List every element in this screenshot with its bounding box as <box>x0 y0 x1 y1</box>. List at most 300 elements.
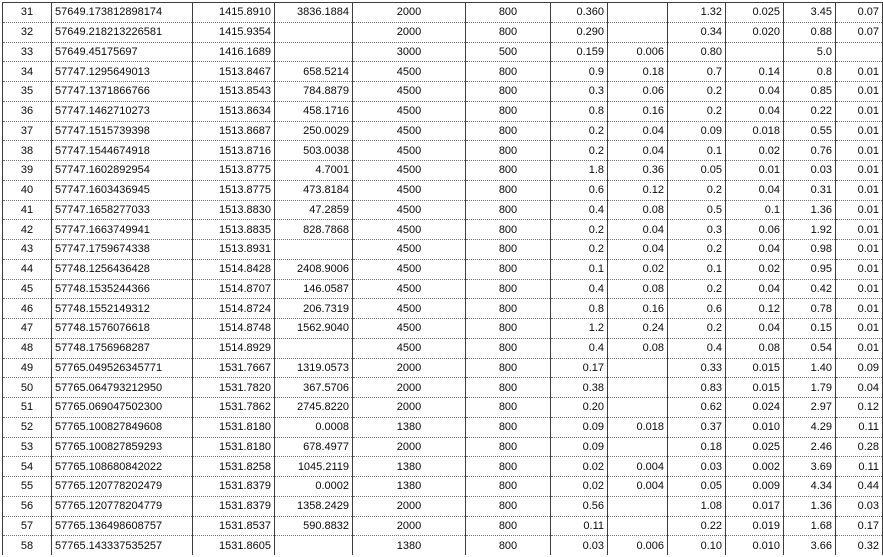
cell-metric-4: 0.024 <box>726 398 784 418</box>
cell-metric-5: 0.95 <box>784 259 836 279</box>
table-row <box>3 417 883 437</box>
cell-metric-1: 0.2 <box>551 220 608 240</box>
cell-metric-2 <box>608 496 668 516</box>
cell-metric-2 <box>608 516 668 536</box>
cell-metric-1: 0.9 <box>551 62 608 82</box>
cell-delay-value: 2408.9006 <box>275 259 353 279</box>
cell-metric-2: 0.04 <box>608 141 668 161</box>
cell-metric-4: 0.019 <box>726 516 784 536</box>
cell-time-value: 1531.7667 <box>193 358 275 378</box>
cell-time-value: 1416.1689 <box>193 42 275 62</box>
table-row <box>3 536 883 555</box>
cell-time-value: 1513.8775 <box>193 180 275 200</box>
cell-row-number: 45 <box>3 279 52 299</box>
cell-freq-value: 4500 <box>353 240 466 260</box>
cell-time-value: 1531.8379 <box>193 477 275 497</box>
cell-mjd-value: 57747.1759674338 <box>52 240 193 260</box>
cell-freq-value: 4500 <box>353 180 466 200</box>
cell-metric-3: 0.4 <box>668 338 726 358</box>
cell-row-number: 43 <box>3 240 52 260</box>
cell-metric-6: 0.01 <box>836 240 883 260</box>
cell-metric-5: 0.98 <box>784 240 836 260</box>
cell-metric-4: 0.009 <box>726 477 784 497</box>
cell-metric-5: 1.92 <box>784 220 836 240</box>
cell-metric-3: 0.1 <box>668 259 726 279</box>
cell-row-number: 34 <box>3 62 52 82</box>
cell-metric-1: 0.290 <box>551 22 608 42</box>
table-row <box>3 378 883 398</box>
cell-metric-5: 0.54 <box>784 338 836 358</box>
cell-row-number: 37 <box>3 121 52 141</box>
cell-metric-6: 0.17 <box>836 516 883 536</box>
table-row <box>3 3 883 23</box>
cell-time-value: 1514.8707 <box>193 279 275 299</box>
cell-metric-3: 0.3 <box>668 220 726 240</box>
cell-bandwidth-value: 800 <box>466 338 551 358</box>
cell-metric-3: 0.2 <box>668 101 726 121</box>
cell-bandwidth-value: 800 <box>466 101 551 121</box>
cell-metric-3: 0.2 <box>668 279 726 299</box>
cell-metric-6: 0.01 <box>836 319 883 339</box>
cell-metric-1: 0.03 <box>551 536 608 555</box>
cell-freq-value: 2000 <box>353 398 466 418</box>
cell-metric-3: 0.18 <box>668 437 726 457</box>
cell-metric-2: 0.18 <box>608 62 668 82</box>
cell-time-value: 1531.7820 <box>193 378 275 398</box>
table-row <box>3 457 883 477</box>
cell-bandwidth-value: 800 <box>466 240 551 260</box>
cell-metric-4: 0.01 <box>726 161 784 181</box>
cell-row-number: 35 <box>3 82 52 102</box>
cell-metric-1: 0.02 <box>551 477 608 497</box>
table-row <box>3 220 883 240</box>
table-row <box>3 101 883 121</box>
cell-metric-5: 2.46 <box>784 437 836 457</box>
cell-row-number: 56 <box>3 496 52 516</box>
cell-metric-1: 0.3 <box>551 82 608 102</box>
cell-metric-1: 1.2 <box>551 319 608 339</box>
table-row <box>3 240 883 260</box>
table-row <box>3 200 883 220</box>
cell-mjd-value: 57649.45175697 <box>52 42 193 62</box>
cell-metric-6: 0.01 <box>836 101 883 121</box>
cell-row-number: 55 <box>3 477 52 497</box>
cell-freq-value: 1380 <box>353 417 466 437</box>
cell-metric-4: 0.015 <box>726 378 784 398</box>
cell-bandwidth-value: 800 <box>466 200 551 220</box>
cell-metric-1: 0.4 <box>551 200 608 220</box>
cell-metric-5: 0.88 <box>784 22 836 42</box>
cell-metric-4: 0.02 <box>726 259 784 279</box>
cell-metric-5: 0.22 <box>784 101 836 121</box>
cell-row-number: 54 <box>3 457 52 477</box>
cell-time-value: 1513.8830 <box>193 200 275 220</box>
cell-metric-2 <box>608 437 668 457</box>
cell-mjd-value: 57765.108680842022 <box>52 457 193 477</box>
cell-freq-value: 4500 <box>353 200 466 220</box>
cell-delay-value: 3836.1884 <box>275 3 353 23</box>
cell-mjd-value: 57765.049526345771 <box>52 358 193 378</box>
cell-metric-3: 0.2 <box>668 319 726 339</box>
cell-metric-6 <box>836 42 883 62</box>
cell-freq-value: 2000 <box>353 22 466 42</box>
cell-metric-5: 4.34 <box>784 477 836 497</box>
cell-freq-value: 1380 <box>353 536 466 555</box>
cell-metric-2: 0.08 <box>608 338 668 358</box>
cell-metric-2: 0.16 <box>608 299 668 319</box>
cell-bandwidth-value: 800 <box>466 417 551 437</box>
cell-metric-3: 0.83 <box>668 378 726 398</box>
cell-metric-6: 0.44 <box>836 477 883 497</box>
cell-time-value: 1513.8775 <box>193 161 275 181</box>
cell-delay-value: 2745.8220 <box>275 398 353 418</box>
cell-row-number: 58 <box>3 536 52 555</box>
cell-metric-2: 0.06 <box>608 82 668 102</box>
cell-time-value: 1514.8724 <box>193 299 275 319</box>
cell-metric-3: 0.05 <box>668 477 726 497</box>
cell-time-value: 1513.8634 <box>193 101 275 121</box>
cell-delay-value: 250.0029 <box>275 121 353 141</box>
cell-metric-5: 0.78 <box>784 299 836 319</box>
cell-metric-3: 0.03 <box>668 457 726 477</box>
cell-metric-3: 0.2 <box>668 82 726 102</box>
cell-time-value: 1531.8537 <box>193 516 275 536</box>
cell-time-value: 1531.8379 <box>193 496 275 516</box>
cell-metric-5: 0.85 <box>784 82 836 102</box>
cell-metric-1: 0.11 <box>551 516 608 536</box>
table-row <box>3 338 883 358</box>
cell-freq-value: 4500 <box>353 299 466 319</box>
cell-metric-1: 0.8 <box>551 101 608 121</box>
cell-metric-4: 0.025 <box>726 3 784 23</box>
cell-freq-value: 2000 <box>353 3 466 23</box>
cell-metric-6: 0.12 <box>836 398 883 418</box>
cell-freq-value: 2000 <box>353 516 466 536</box>
cell-row-number: 39 <box>3 161 52 181</box>
cell-metric-4 <box>726 42 784 62</box>
cell-bandwidth-value: 800 <box>466 259 551 279</box>
cell-bandwidth-value: 800 <box>466 299 551 319</box>
cell-metric-3: 0.62 <box>668 398 726 418</box>
cell-freq-value: 4500 <box>353 141 466 161</box>
cell-metric-3: 0.2 <box>668 180 726 200</box>
cell-metric-3: 0.5 <box>668 200 726 220</box>
cell-metric-1: 0.56 <box>551 496 608 516</box>
cell-metric-6: 0.01 <box>836 338 883 358</box>
cell-mjd-value: 57747.1663749941 <box>52 220 193 240</box>
cell-time-value: 1514.8428 <box>193 259 275 279</box>
cell-bandwidth-value: 800 <box>466 220 551 240</box>
cell-time-value: 1415.8910 <box>193 3 275 23</box>
cell-metric-3: 1.08 <box>668 496 726 516</box>
cell-metric-5: 0.42 <box>784 279 836 299</box>
cell-mjd-value: 57765.100827859293 <box>52 437 193 457</box>
table-row <box>3 496 883 516</box>
cell-metric-6: 0.01 <box>836 259 883 279</box>
cell-time-value: 1513.8931 <box>193 240 275 260</box>
cell-metric-5: 1.79 <box>784 378 836 398</box>
cell-metric-2 <box>608 398 668 418</box>
table-row <box>3 82 883 102</box>
cell-bandwidth-value: 800 <box>466 279 551 299</box>
table-row <box>3 42 883 62</box>
table-row <box>3 161 883 181</box>
cell-metric-5: 5.0 <box>784 42 836 62</box>
cell-delay-value: 1319.0573 <box>275 358 353 378</box>
cell-delay-value: 1562.9040 <box>275 319 353 339</box>
table-row <box>3 141 883 161</box>
cell-metric-6: 0.11 <box>836 417 883 437</box>
cell-metric-1: 0.6 <box>551 180 608 200</box>
cell-delay-value: 590.8832 <box>275 516 353 536</box>
cell-metric-1: 0.17 <box>551 358 608 378</box>
cell-metric-1: 0.09 <box>551 437 608 457</box>
cell-metric-5: 0.76 <box>784 141 836 161</box>
cell-metric-6: 0.01 <box>836 220 883 240</box>
cell-metric-6: 0.09 <box>836 358 883 378</box>
cell-bandwidth-value: 800 <box>466 3 551 23</box>
cell-freq-value: 4500 <box>353 161 466 181</box>
cell-metric-2: 0.24 <box>608 319 668 339</box>
cell-metric-2: 0.04 <box>608 121 668 141</box>
cell-metric-4: 0.015 <box>726 358 784 378</box>
cell-delay-value: 784.8879 <box>275 82 353 102</box>
cell-time-value: 1514.8748 <box>193 319 275 339</box>
cell-row-number: 50 <box>3 378 52 398</box>
cell-delay-value <box>275 240 353 260</box>
cell-metric-4: 0.04 <box>726 279 784 299</box>
cell-row-number: 44 <box>3 259 52 279</box>
cell-bandwidth-value: 800 <box>466 398 551 418</box>
cell-metric-2 <box>608 358 668 378</box>
cell-metric-1: 0.2 <box>551 121 608 141</box>
cell-row-number: 51 <box>3 398 52 418</box>
table-row <box>3 22 883 42</box>
cell-row-number: 46 <box>3 299 52 319</box>
cell-metric-4: 0.14 <box>726 62 784 82</box>
cell-mjd-value: 57765.143337535257 <box>52 536 193 555</box>
table-row <box>3 398 883 418</box>
cell-row-number: 47 <box>3 319 52 339</box>
cell-metric-3: 1.32 <box>668 3 726 23</box>
cell-freq-value: 4500 <box>353 279 466 299</box>
cell-freq-value: 1380 <box>353 457 466 477</box>
cell-bandwidth-value: 800 <box>466 358 551 378</box>
cell-metric-1: 0.8 <box>551 299 608 319</box>
cell-metric-4: 0.010 <box>726 417 784 437</box>
cell-metric-4: 0.017 <box>726 496 784 516</box>
cell-metric-2: 0.08 <box>608 279 668 299</box>
cell-metric-1: 0.09 <box>551 417 608 437</box>
cell-time-value: 1513.8716 <box>193 141 275 161</box>
cell-metric-2 <box>608 3 668 23</box>
cell-row-number: 57 <box>3 516 52 536</box>
cell-bandwidth-value: 800 <box>466 477 551 497</box>
cell-delay-value: 206.7319 <box>275 299 353 319</box>
cell-mjd-value: 57748.1756968287 <box>52 338 193 358</box>
cell-metric-2: 0.006 <box>608 42 668 62</box>
cell-metric-1: 0.159 <box>551 42 608 62</box>
cell-row-number: 40 <box>3 180 52 200</box>
cell-metric-5: 4.29 <box>784 417 836 437</box>
cell-metric-2 <box>608 22 668 42</box>
cell-metric-3: 0.80 <box>668 42 726 62</box>
cell-time-value: 1531.8605 <box>193 536 275 555</box>
cell-metric-5: 0.55 <box>784 121 836 141</box>
cell-metric-3: 0.2 <box>668 240 726 260</box>
cell-metric-6: 0.01 <box>836 200 883 220</box>
cell-bandwidth-value: 800 <box>466 319 551 339</box>
cell-time-value: 1531.8258 <box>193 457 275 477</box>
cell-bandwidth-value: 800 <box>466 516 551 536</box>
cell-bandwidth-value: 800 <box>466 141 551 161</box>
cell-metric-6: 0.01 <box>836 161 883 181</box>
cell-freq-value: 4500 <box>353 101 466 121</box>
table-row <box>3 180 883 200</box>
cell-metric-1: 0.4 <box>551 279 608 299</box>
cell-metric-4: 0.04 <box>726 319 784 339</box>
cell-metric-6: 0.01 <box>836 141 883 161</box>
table-row <box>3 516 883 536</box>
cell-time-value: 1514.8929 <box>193 338 275 358</box>
cell-mjd-value: 57765.120778202479 <box>52 477 193 497</box>
cell-metric-2 <box>608 378 668 398</box>
cell-metric-4: 0.002 <box>726 457 784 477</box>
cell-mjd-value: 57747.1371866766 <box>52 82 193 102</box>
cell-time-value: 1531.8180 <box>193 417 275 437</box>
cell-row-number: 38 <box>3 141 52 161</box>
cell-bandwidth-value: 800 <box>466 161 551 181</box>
cell-metric-5: 1.36 <box>784 496 836 516</box>
cell-metric-6: 0.03 <box>836 496 883 516</box>
cell-mjd-value: 57747.1658277033 <box>52 200 193 220</box>
cell-metric-2: 0.12 <box>608 180 668 200</box>
cell-freq-value: 2000 <box>353 496 466 516</box>
cell-mjd-value: 57748.1576076618 <box>52 319 193 339</box>
cell-freq-value: 2000 <box>353 358 466 378</box>
cell-row-number: 31 <box>3 3 52 23</box>
cell-metric-6: 0.01 <box>836 299 883 319</box>
cell-time-value: 1513.8687 <box>193 121 275 141</box>
cell-metric-1: 0.38 <box>551 378 608 398</box>
cell-time-value: 1513.8467 <box>193 62 275 82</box>
cell-delay-value <box>275 42 353 62</box>
cell-metric-5: 2.97 <box>784 398 836 418</box>
cell-delay-value: 473.8184 <box>275 180 353 200</box>
cell-freq-value: 4500 <box>353 220 466 240</box>
cell-metric-2: 0.04 <box>608 240 668 260</box>
cell-metric-1: 0.2 <box>551 141 608 161</box>
cell-delay-value: 828.7868 <box>275 220 353 240</box>
cell-metric-4: 0.04 <box>726 101 784 121</box>
cell-bandwidth-value: 800 <box>466 180 551 200</box>
cell-metric-1: 1.8 <box>551 161 608 181</box>
cell-mjd-value: 57748.1552149312 <box>52 299 193 319</box>
cell-delay-value: 4.7001 <box>275 161 353 181</box>
cell-metric-4: 0.020 <box>726 22 784 42</box>
cell-metric-4: 0.12 <box>726 299 784 319</box>
cell-metric-5: 1.40 <box>784 358 836 378</box>
cell-row-number: 33 <box>3 42 52 62</box>
cell-time-value: 1531.8180 <box>193 437 275 457</box>
cell-metric-4: 0.010 <box>726 536 784 555</box>
cell-mjd-value: 57765.069047502300 <box>52 398 193 418</box>
cell-freq-value: 2000 <box>353 378 466 398</box>
cell-metric-6: 0.01 <box>836 82 883 102</box>
cell-metric-4: 0.06 <box>726 220 784 240</box>
cell-row-number: 41 <box>3 200 52 220</box>
cell-metric-4: 0.04 <box>726 82 784 102</box>
cell-metric-3: 0.1 <box>668 141 726 161</box>
cell-metric-4: 0.04 <box>726 180 784 200</box>
cell-metric-5: 1.68 <box>784 516 836 536</box>
cell-bandwidth-value: 800 <box>466 22 551 42</box>
cell-delay-value <box>275 338 353 358</box>
table-row <box>3 299 883 319</box>
cell-row-number: 48 <box>3 338 52 358</box>
cell-metric-6: 0.04 <box>836 378 883 398</box>
cell-metric-6: 0.32 <box>836 536 883 555</box>
cell-row-number: 49 <box>3 358 52 378</box>
cell-metric-6: 0.01 <box>836 279 883 299</box>
cell-bandwidth-value: 800 <box>466 457 551 477</box>
cell-metric-3: 0.10 <box>668 536 726 555</box>
table-row <box>3 121 883 141</box>
cell-delay-value: 47.2859 <box>275 200 353 220</box>
cell-metric-2: 0.006 <box>608 536 668 555</box>
cell-freq-value: 4500 <box>353 121 466 141</box>
cell-metric-3: 0.7 <box>668 62 726 82</box>
cell-metric-1: 0.2 <box>551 240 608 260</box>
cell-bandwidth-value: 800 <box>466 121 551 141</box>
cell-row-number: 52 <box>3 417 52 437</box>
table-row <box>3 358 883 378</box>
cell-row-number: 36 <box>3 101 52 121</box>
cell-metric-4: 0.025 <box>726 437 784 457</box>
cell-metric-2: 0.36 <box>608 161 668 181</box>
cell-metric-1: 0.20 <box>551 398 608 418</box>
cell-mjd-value: 57649.173812898174 <box>52 3 193 23</box>
cell-delay-value: 1358.2429 <box>275 496 353 516</box>
cell-mjd-value: 57765.136498608757 <box>52 516 193 536</box>
cell-metric-4: 0.04 <box>726 240 784 260</box>
cell-metric-5: 3.66 <box>784 536 836 555</box>
cell-metric-5: 1.36 <box>784 200 836 220</box>
cell-freq-value: 4500 <box>353 82 466 102</box>
cell-delay-value: 367.5706 <box>275 378 353 398</box>
cell-freq-value: 4500 <box>353 319 466 339</box>
cell-metric-1: 0.02 <box>551 457 608 477</box>
cell-mjd-value: 57765.100827849608 <box>52 417 193 437</box>
cell-mjd-value: 57747.1462710273 <box>52 101 193 121</box>
cell-bandwidth-value: 800 <box>466 437 551 457</box>
cell-mjd-value: 57748.1256436428 <box>52 259 193 279</box>
cell-bandwidth-value: 500 <box>466 42 551 62</box>
cell-metric-5: 0.8 <box>784 62 836 82</box>
cell-delay-value: 0.0002 <box>275 477 353 497</box>
cell-metric-5: 3.69 <box>784 457 836 477</box>
cell-metric-3: 0.6 <box>668 299 726 319</box>
cell-freq-value: 1380 <box>353 477 466 497</box>
cell-bandwidth-value: 800 <box>466 62 551 82</box>
cell-metric-6: 0.01 <box>836 180 883 200</box>
spreadsheet-table-viewport <box>2 2 883 555</box>
cell-row-number: 42 <box>3 220 52 240</box>
cell-bandwidth-value: 800 <box>466 536 551 555</box>
cell-metric-5: 0.15 <box>784 319 836 339</box>
cell-metric-4: 0.02 <box>726 141 784 161</box>
cell-metric-4: 0.1 <box>726 200 784 220</box>
